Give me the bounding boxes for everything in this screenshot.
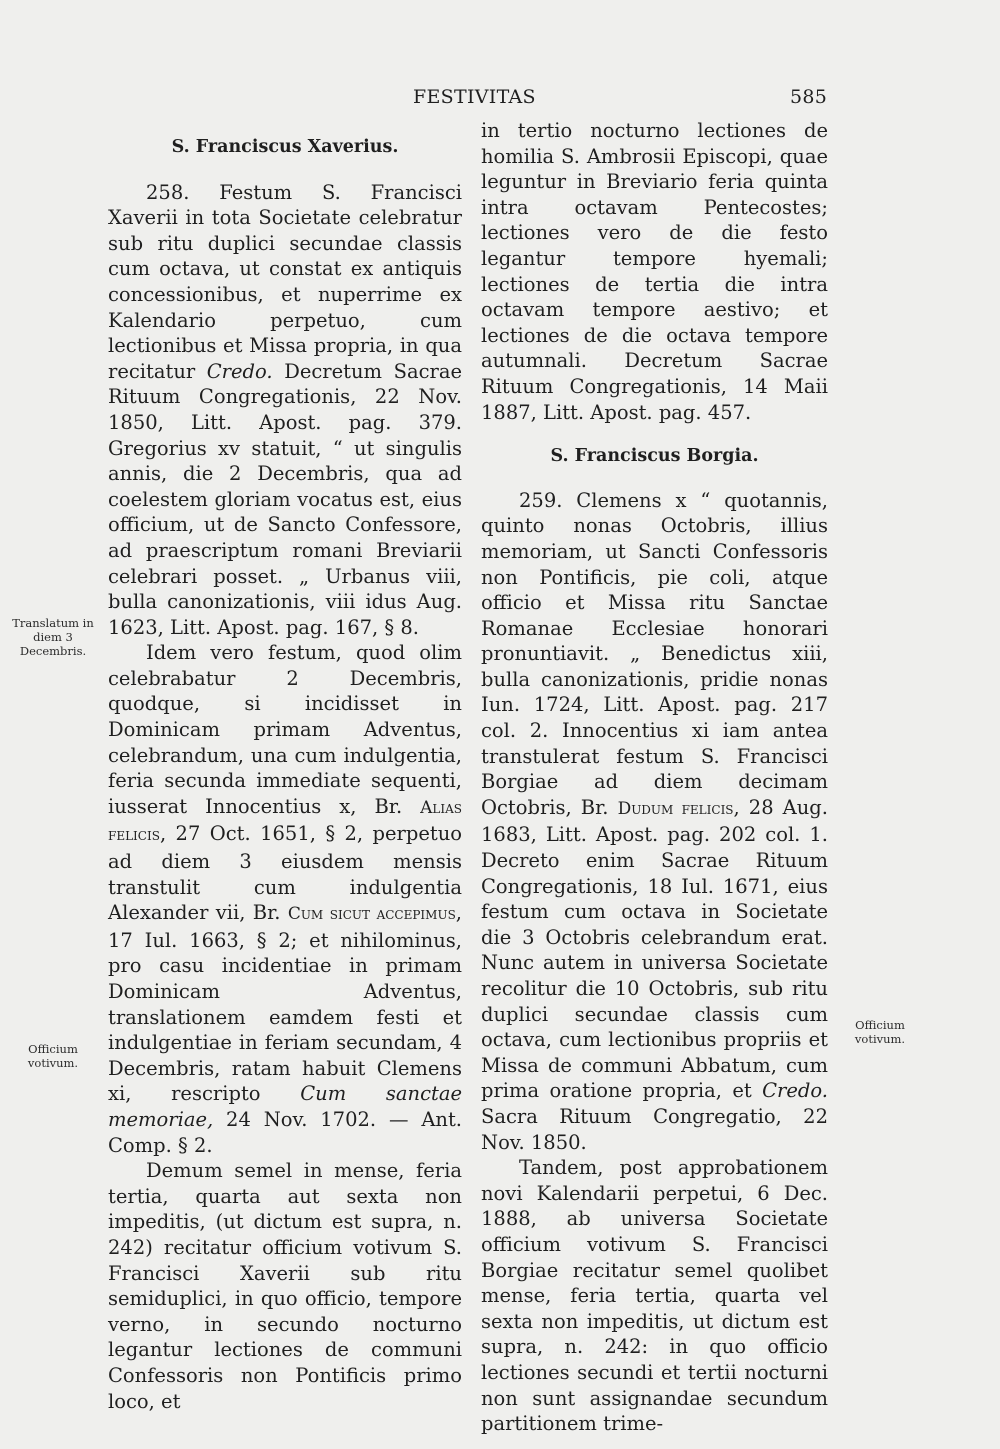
text-run-italic: Credo. xyxy=(206,359,273,383)
margin-note-translatum: Translatum in diem 3 Decembris. xyxy=(12,616,94,658)
text-run-smallcaps: Alias felicis xyxy=(108,797,462,846)
paragraph-idem-vero xyxy=(108,640,462,1158)
text-run: 258. Festum S. Francisci Xaverii in tota Societate celebratur sub ritu duplici secundae classis cum octava, ut constat ex antiquis concessionibus, et nuperrime ex Kalendario perpetuo, cum lectionibus et Missa propria, in qua recitatur xyxy=(108,180,462,383)
text-run: , 28 Aug. 1683, Litt. Apost. pag. 202 col. 1. Decreto enim Sacrae Rituum Congregationis, 18 Iul. 1671, eius festum cum octava in Societate die 3 Octobris celebrandum erat. Nunc autem in universa Societate recolitur die 10 Octobris, sub ritu duplici secundae classis cum octava, cum lectionibus propriis et Missa de communi Abbatum, cum prima oratione propria, et xyxy=(481,795,828,1103)
margin-note-officium-left: Officium votivum. xyxy=(27,1042,79,1070)
paragraph-259 xyxy=(481,488,828,1155)
text-run-italic: Cum sanctae memoriae, xyxy=(108,1082,462,1131)
text-run: Decretum Sacrae Rituum Congregationis, 22 Nov. 1850, Litt. Apost. pag. 379. Gregorius xv statuit, “ ut singulis annis, die 2 Decembris, qua ad coelestem gloriam vocatus est, eius officium, ut de Sancto Confessore, ad praescriptum romani Breviarii celebrari posset. „ Urbanus viii, bulla canonizationis, viii idus Aug. 1623, Litt. Apost. pag. 167, § 8. xyxy=(108,359,462,639)
text-run-smallcaps: Cum sicut accepimus xyxy=(287,904,456,925)
text-run: , 17 Iul. 1663, § 2; et nihilominus, pro casu incidentiae in primam Dominicam Adventus, translationem eamdem festi et indulgentiae in feriam secundam, 4 Decembris, ratam habuit Clemens xi, rescripto xyxy=(108,901,462,1106)
paragraph-continuation: in tertio nocturno lectiones de homilia S. Ambrosii Episcopi, quae leguntur in Breviario feria quinta intra octavam Pentecostes; lectiones vero de die festo legantur tempore hyemali; lectiones de tertia die intra octavam tempore aestivo; et lectiones de die octava tempore autumnali. Decretum Sacrae Rituum Congregationis, 14 Maii 1887, Litt. Apost. pag. 457. xyxy=(481,119,828,424)
running-head: FESTIVITAS xyxy=(413,86,536,108)
text-run-italic: Credo. xyxy=(762,1079,828,1103)
text-run: Sacra Rituum Congregatio, 22 Nov. 1850. xyxy=(481,1104,828,1154)
text-run-smallcaps: Dudum felicis xyxy=(617,798,734,819)
paragraph-tandem: Tandem, post approbationem novi Kalendarii perpetui, 6 Dec. 1888, ab universa Societate officium votivum S. Francisci Borgiae recitatur semel quolibet mense, feria tertia, quarta vel sexta non impeditis, ut dictum est supra, n. 242: in quo officio lectiones secundi et tertii nocturni non sunt assignandae secundum partitionem trime- xyxy=(481,1156,828,1436)
text-run: 259. Clemens x “ quotannis, quinto nonas Octobris, illius memoriam, ut Sancti Confessoris non Pontificis, pie coli, atque officio et Missa ritu Sanctae Romanae Ecclesiae honorari pronuntiavit. „ Benedictus xiii, bulla canonizationis, pridie nonas Iun. 1724, Litt. Apost. pag. 217 col. 2. Innocentius xi iam antea transtulerat festum S. Francisci Borgiae ad diem decimam Octobris, Br. xyxy=(481,488,828,819)
page-number: 585 xyxy=(790,86,828,108)
section-heading-xaverius: S. Franciscus Xaverius. xyxy=(171,137,399,157)
left-column xyxy=(108,118,462,1414)
text-run: 24 Nov. 1702. — Ant. Comp. § 2. xyxy=(108,1107,462,1157)
text-run: , 27 Oct. 1651, § 2, perpetuo ad diem 3 eiusdem mensis transtulit cum indulgentia Alexander vii, Br. xyxy=(108,822,462,925)
paragraph-demum: Demum semel in mense, feria tertia, quarta aut sexta non impeditis, (ut dictum est supra, n. 242) recitatur officium votivum S. Francisci Xaverii sub ritu semiduplici, in quo officio, tempore verno, in secundo nocturno legantur lectiones de communi Confessoris non Pontificis primo loco, et xyxy=(108,1159,462,1413)
paragraph-258 xyxy=(108,180,462,641)
text-run: Idem vero festum, quod olim celebrabatur 2 Decembris, quodque, si incidisset in Dominicam primam Adventus, celebrandum, una cum indulgentia, feria secunda immediate sequenti, iusserat Innocentius x, Br. xyxy=(108,641,462,818)
right-column xyxy=(481,118,828,1437)
margin-note-officium-right: Officium votivum. xyxy=(854,1018,906,1046)
section-heading-borgia: S. Franciscus Borgia. xyxy=(550,446,759,467)
